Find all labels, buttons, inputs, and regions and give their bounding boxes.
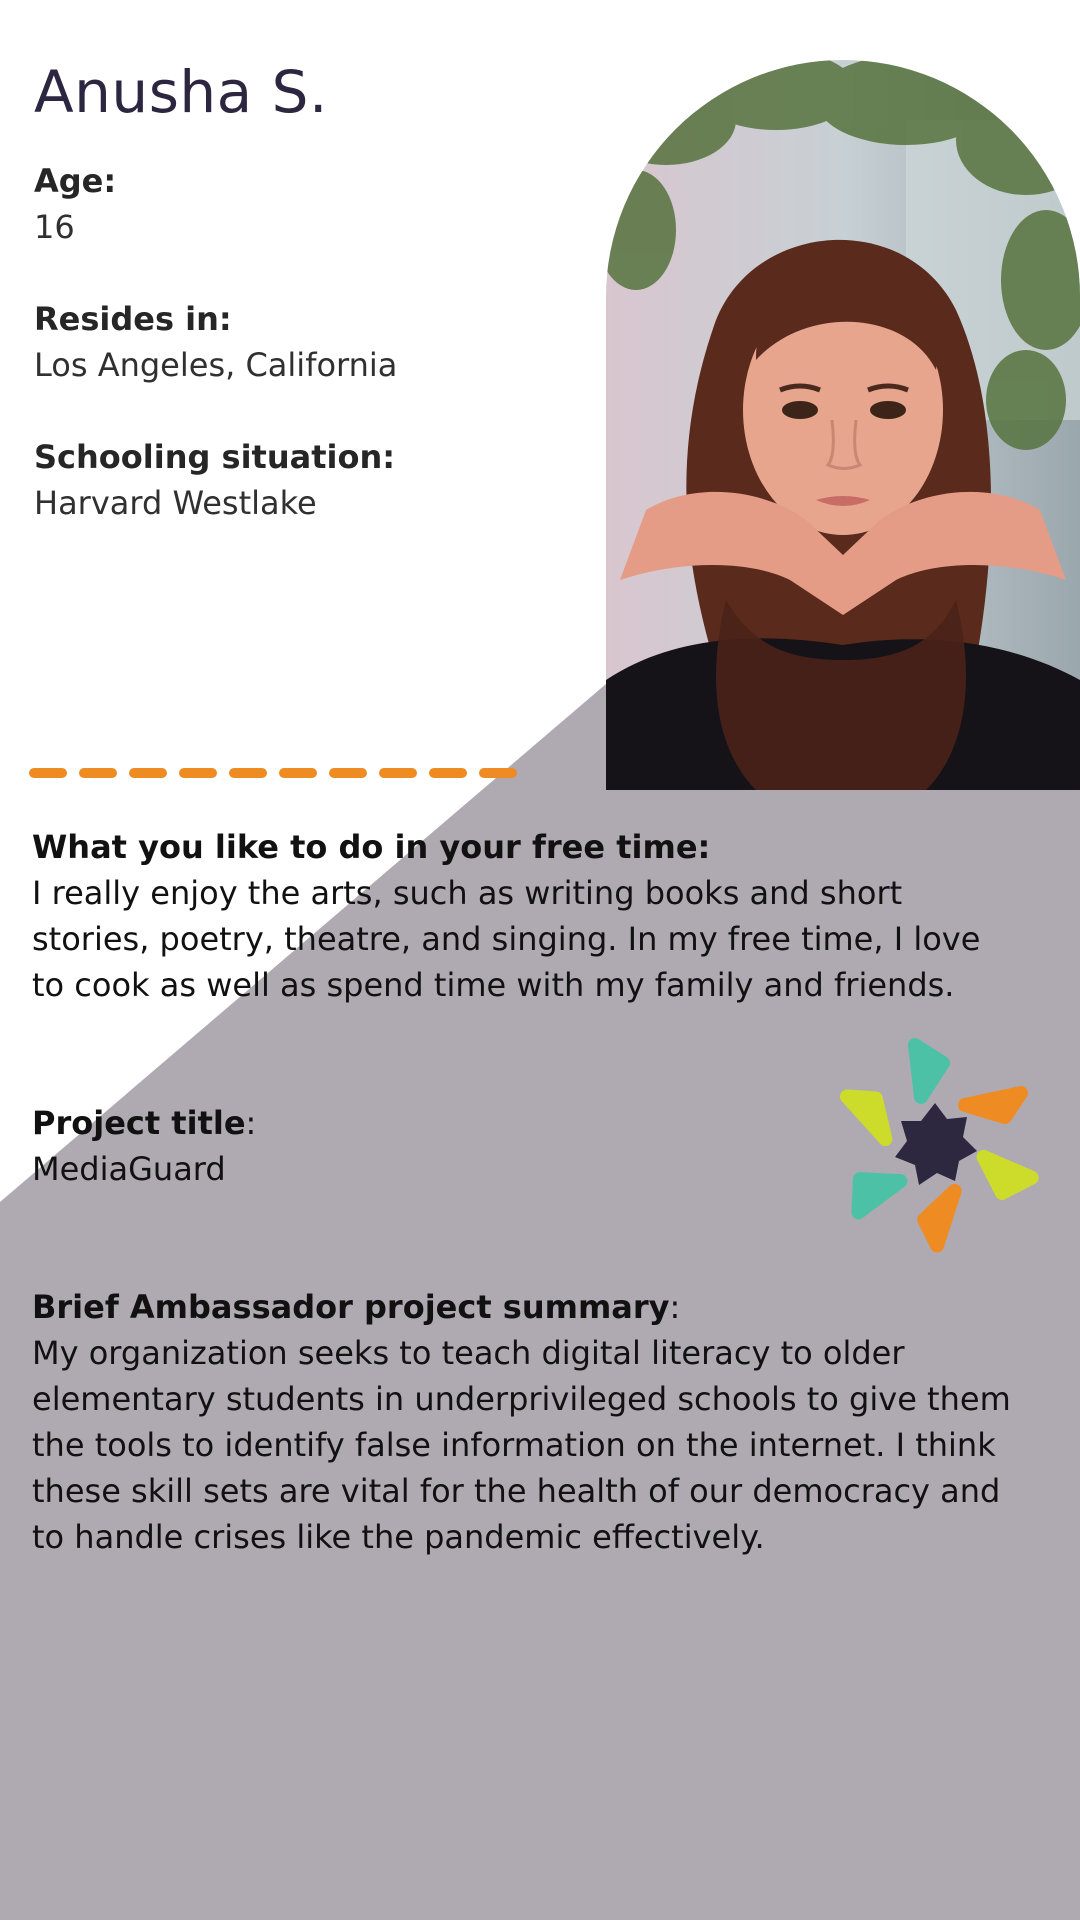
- project-summary-text: My organization seeks to teach digital literacy to older elementary students in underprivileged schools to give them the tools to identify false information on the internet. I think these skill sets are vital for the health of our democracy and to handle crises like the pandemic effectively.: [32, 1334, 1011, 1556]
- age-label: Age:: [34, 162, 117, 200]
- project-title-value: MediaGuard: [32, 1150, 226, 1188]
- resides-label: Resides in:: [34, 300, 232, 338]
- pinwheel-star-logo: [820, 1030, 1050, 1260]
- portrait-photo: [606, 60, 1080, 790]
- age-value: 16: [34, 208, 75, 246]
- school-value: Harvard Westlake: [34, 484, 317, 522]
- free-time-label: What you like to do in your free time:: [32, 828, 711, 866]
- project-summary-label: Brief Ambassador project summary: [32, 1288, 670, 1326]
- profile-name: Anusha S.: [34, 58, 328, 126]
- free-time-section: [32, 824, 1022, 1008]
- portrait-illustration: [606, 60, 1080, 790]
- age-field: [34, 158, 116, 250]
- school-field: [34, 434, 395, 526]
- resides-value: Los Angeles, California: [34, 346, 398, 384]
- school-label: Schooling situation:: [34, 438, 396, 476]
- project-summary-section: Brief Ambassador project summary: My organization seeks to teach digital literacy to older elementary students in underprivileged schools to give them the tools to identify false information on the internet. I think these skill sets are vital for the health of our democracy and to handle crises like the pandemic effectively.: [32, 1284, 1022, 1560]
- free-time-text: I really enjoy the arts, such as writing books and short stories, poetry, theatre, and singing. In my free time, I love to cook as well as spend time with my family and friends.: [32, 874, 981, 1004]
- project-title-section: Project title: MediaGuard: [32, 1100, 1022, 1192]
- project-title-label: Project title: [32, 1104, 246, 1142]
- resides-field: [34, 296, 397, 388]
- dashed-divider: [28, 766, 528, 780]
